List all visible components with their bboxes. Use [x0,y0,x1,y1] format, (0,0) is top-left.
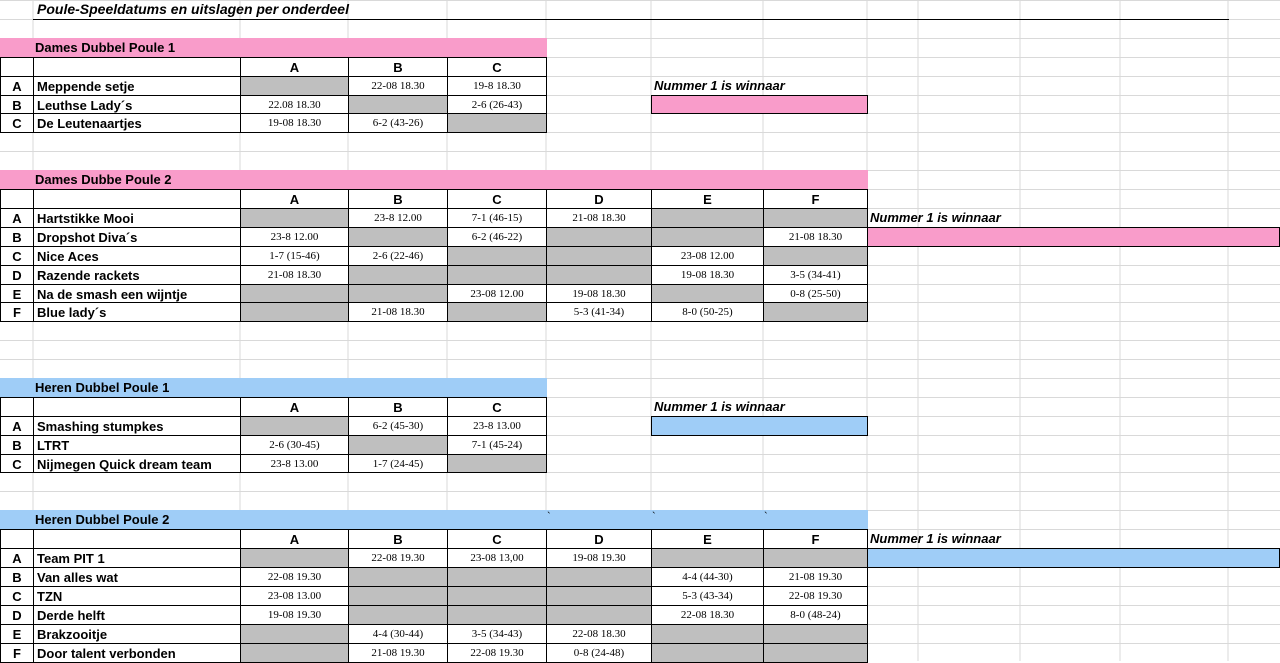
match-cell[interactable]: 21-08 18.30 [240,265,349,285]
match-cell[interactable]: 22-08 18.30 [651,605,764,625]
match-cell[interactable] [763,643,868,663]
sheet-title: Poule-Speeldatums en uitslagen per onderdeel [33,0,1229,20]
match-cell[interactable] [651,227,764,247]
team-name[interactable]: Team PIT 1 [33,548,241,568]
header-name [33,57,241,77]
row-letter: F [0,302,34,322]
pool-title: Heren Dubbel Poule 2 [0,510,868,530]
match-cell[interactable]: 23-08 12.00 [447,284,547,303]
column-header: D [546,529,652,549]
column-header: C [447,189,547,209]
header-name [33,189,241,209]
row-letter: A [0,76,34,96]
match-cell[interactable] [651,548,764,568]
match-cell[interactable] [546,227,652,247]
column-header: C [447,529,547,549]
column-header: F [763,529,868,549]
band-tick-mark: ` [652,511,656,523]
team-name[interactable]: Blue lady´s [33,302,241,322]
team-name[interactable]: De Leutenaartjes [33,113,241,133]
band-tick-mark: ` [547,511,551,523]
team-name[interactable]: TZN [33,586,241,606]
match-cell[interactable] [348,95,448,114]
team-name[interactable]: Van alles wat [33,567,241,587]
match-cell[interactable]: 6-2 (45-30) [348,416,448,436]
header-name [33,529,241,549]
match-cell[interactable] [546,586,652,606]
match-cell[interactable] [348,567,448,587]
winner-box[interactable] [651,95,868,114]
winner-box[interactable] [651,416,868,436]
match-cell[interactable] [546,567,652,587]
column-header: C [447,397,547,417]
match-cell[interactable]: 23-8 12.00 [348,208,448,228]
match-cell[interactable]: 19-08 18.30 [651,265,764,285]
match-cell[interactable] [447,265,547,285]
column-header: D [546,189,652,209]
match-cell[interactable] [348,265,448,285]
match-cell[interactable] [240,76,349,96]
band-tick-mark: ` [764,511,768,523]
match-cell[interactable]: 21-08 18.30 [763,227,868,247]
match-cell[interactable]: 22-08 19.30 [447,643,547,663]
match-cell[interactable] [546,605,652,625]
match-cell[interactable] [763,246,868,266]
match-cell[interactable]: 23-08 13.00 [240,586,349,606]
team-name[interactable]: Razende rackets [33,265,241,285]
header-corner [0,57,34,77]
match-cell[interactable]: 6-2 (46-22) [447,227,547,247]
match-cell[interactable]: 4-4 (44-30) [651,567,764,587]
match-cell[interactable] [447,605,547,625]
team-name[interactable]: Dropshot Diva´s [33,227,241,247]
match-cell[interactable]: 4-4 (30-44) [348,624,448,644]
column-header: E [651,529,764,549]
match-cell[interactable]: 22-08 19.30 [240,567,349,587]
match-cell[interactable]: 23-8 13.00 [240,454,349,473]
row-letter: C [0,586,34,606]
team-name[interactable]: Na de smash een wijntje [33,284,241,303]
row-letter: B [0,435,34,455]
column-header: A [240,397,349,417]
match-cell[interactable]: 2-6 (22-46) [348,246,448,266]
column-header: C [447,57,547,77]
column-header: E [651,189,764,209]
match-cell[interactable]: 8-0 (50-25) [651,302,764,322]
match-cell[interactable]: 22-08 18.30 [348,76,448,96]
match-cell[interactable] [546,246,652,266]
match-cell[interactable] [651,284,764,303]
match-cell[interactable] [763,624,868,644]
match-cell[interactable]: 2-6 (30-45) [240,435,349,455]
row-letter: F [0,643,34,663]
row-letter: C [0,113,34,133]
match-cell[interactable]: 2-6 (26-43) [447,95,547,114]
winner-label: Nummer 1 is winnaar [870,210,1001,225]
match-cell[interactable] [447,454,547,473]
column-header: F [763,189,868,209]
column-header: B [348,57,448,77]
match-cell[interactable] [763,208,868,228]
match-cell[interactable] [763,302,868,322]
match-cell[interactable] [348,284,448,303]
team-name[interactable]: Leuthse Lady´s [33,95,241,114]
match-cell[interactable] [447,113,547,133]
row-letter: A [0,416,34,436]
column-header: A [240,189,349,209]
match-cell[interactable] [348,227,448,247]
row-letter: B [0,567,34,587]
winner-label: Nummer 1 is winnaar [870,531,1001,546]
team-name[interactable]: Nijmegen Quick dream team [33,454,241,473]
match-cell[interactable] [240,284,349,303]
match-cell[interactable]: 5-3 (43-34) [651,586,764,606]
match-cell[interactable]: 19-08 19.30 [240,605,349,625]
match-cell[interactable]: 0-8 (24-48) [546,643,652,663]
row-letter: B [0,95,34,114]
row-letter: A [0,548,34,568]
match-cell[interactable] [546,265,652,285]
match-cell[interactable] [447,246,547,266]
pool-title: Heren Dubbel Poule 1 [0,378,547,398]
match-cell[interactable] [651,208,764,228]
match-cell[interactable]: 21-08 19.30 [763,567,868,587]
match-cell[interactable] [651,643,764,663]
match-cell[interactable]: 23-8 12.00 [240,227,349,247]
match-cell[interactable]: 21-08 19.30 [348,643,448,663]
team-name[interactable]: LTRT [33,435,241,455]
match-cell[interactable]: 19-08 19.30 [546,548,652,568]
match-cell[interactable]: 5-3 (41-34) [546,302,652,322]
match-cell[interactable]: 23-08 12.00 [651,246,764,266]
column-header: B [348,397,448,417]
match-cell[interactable] [240,643,349,663]
match-cell[interactable] [348,586,448,606]
row-letter: A [0,208,34,228]
team-name[interactable]: Derde helft [33,605,241,625]
match-cell[interactable]: 21-08 18.30 [546,208,652,228]
match-cell[interactable] [240,302,349,322]
match-cell[interactable] [240,624,349,644]
match-cell[interactable] [447,302,547,322]
match-cell[interactable]: 22-08 18.30 [546,624,652,644]
row-letter: E [0,284,34,303]
match-cell[interactable] [240,416,349,436]
match-cell[interactable]: 21-08 18.30 [348,302,448,322]
team-name[interactable]: Nice Aces [33,246,241,266]
row-letter: E [0,624,34,644]
column-header: B [348,529,448,549]
match-cell[interactable]: 22-08 19.30 [763,586,868,606]
pool-title: Dames Dubbe Poule 2 [0,170,868,190]
header-name [33,397,241,417]
row-letter: B [0,227,34,247]
match-cell[interactable]: 23-08 13,00 [447,548,547,568]
row-letter: D [0,605,34,625]
match-cell[interactable] [447,567,547,587]
match-cell[interactable]: 1-7 (24-45) [348,454,448,473]
winner-label: Nummer 1 is winnaar [654,78,785,93]
row-letter: D [0,265,34,285]
match-cell[interactable]: 22.08 18.30 [240,95,349,114]
team-name[interactable]: Brakzooitje [33,624,241,644]
match-cell[interactable]: 23-8 13.00 [447,416,547,436]
header-corner [0,189,34,209]
match-cell[interactable] [651,624,764,644]
match-cell[interactable]: 3-5 (34-41) [763,265,868,285]
column-header: A [240,529,349,549]
match-cell[interactable] [447,586,547,606]
team-name[interactable]: Hartstikke Mooi [33,208,241,228]
row-letter: C [0,454,34,473]
match-cell[interactable]: 8-0 (48-24) [763,605,868,625]
match-cell[interactable] [348,605,448,625]
match-cell[interactable] [240,548,349,568]
match-cell[interactable]: 22-08 19.30 [348,548,448,568]
team-name[interactable]: Meppende setje [33,76,241,96]
team-name[interactable]: Smashing stumpkes [33,416,241,436]
team-name[interactable]: Door talent verbonden [33,643,241,663]
match-cell[interactable] [348,435,448,455]
match-cell[interactable]: 3-5 (34-43) [447,624,547,644]
winner-box[interactable] [867,548,1280,568]
winner-label: Nummer 1 is winnaar [654,399,785,414]
match-cell[interactable] [763,548,868,568]
match-cell[interactable]: 1-7 (15-46) [240,246,349,266]
match-cell[interactable] [240,208,349,228]
match-cell[interactable]: 7-1 (45-24) [447,435,547,455]
row-letter: C [0,246,34,266]
match-cell[interactable]: 19-08 18.30 [240,113,349,133]
match-cell[interactable]: 19-8 18.30 [447,76,547,96]
pool-title: Dames Dubbel Poule 1 [0,38,547,58]
column-header: B [348,189,448,209]
header-corner [0,529,34,549]
header-corner [0,397,34,417]
column-header: A [240,57,349,77]
match-cell[interactable]: 19-08 18.30 [546,284,652,303]
match-cell[interactable]: 6-2 (43-26) [348,113,448,133]
match-cell[interactable]: 7-1 (46-15) [447,208,547,228]
winner-box[interactable] [867,227,1280,247]
match-cell[interactable]: 0-8 (25-50) [763,284,868,303]
